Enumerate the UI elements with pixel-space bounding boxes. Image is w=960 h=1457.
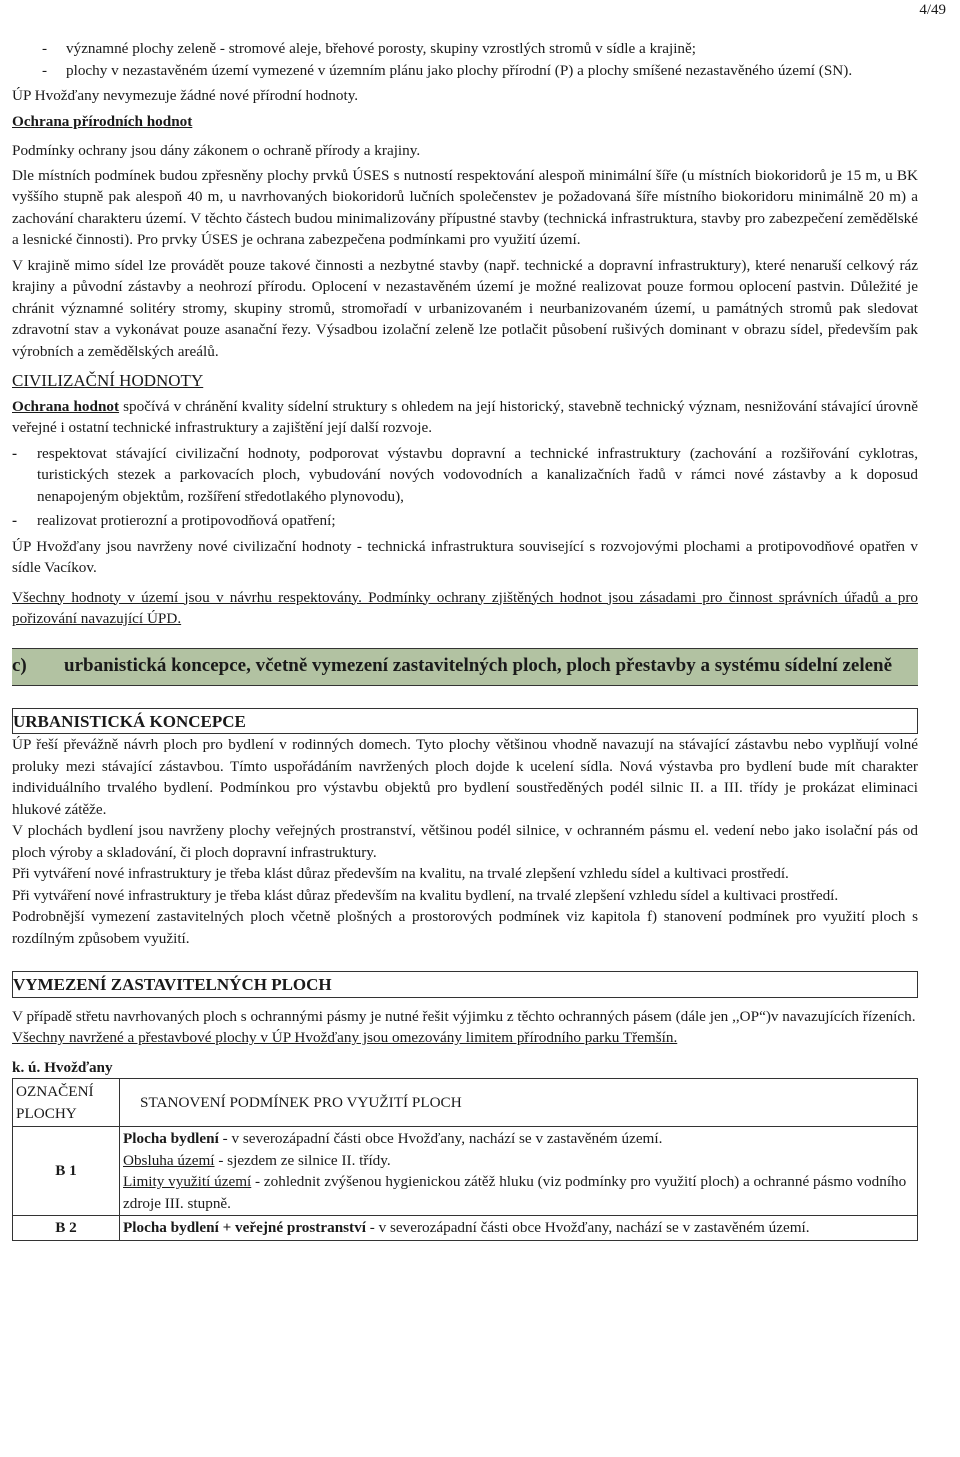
header-cell-conditions: STANOVENÍ PODMÍNEK PRO VYUŽITÍ PLOCH (120, 1079, 918, 1127)
paragraph: Dle místních podmínek budou zpřesněny plochy prvků ÚSES s nutností respektování alespoň minimální šíře (u místních biokoridorů je 15 m, u BK vyššího stupně pak alespoň 40 m, u navrhovaných biokoridorů lučních společenstev je požadovaná šíře místního biokoridoru minimálně 20 m) a zachování charakteru území. V těchto částech budou minimalizovány přípustné stavby (technická infrastruktura, stavby pro zabezpečení zemědělské a lesnické činnosti). Pro prvky ÚSES je ochrana zabezpečena podmínkami pro využití území. (12, 166, 918, 248)
heading-buildable-areas: VYMEZENÍ ZASTAVITELNÝCH PLOCH (12, 971, 918, 998)
page-number: 4/49 (919, 2, 946, 18)
row-code: B 1 (13, 1127, 120, 1216)
section-letter: c) (12, 654, 27, 676)
paragraph: Při vytváření nové infrastruktury je třeba klást důraz především na kvalitu bydlení, na trvalé zlepšení vzhledu sídel a kultivaci prostředí. (12, 886, 839, 904)
paragraph: Při vytváření nové infrastruktury je třeba klást důraz především na kvalitu, na trvalé zlepšení vzhledu sídel a kultivaci prostředí. (12, 865, 789, 882)
section-heading-c (12, 648, 918, 686)
paragraph: V plochách bydlení jsou navrženy plochy veřejných prostranství, většinou podél silnice, v ochranném pásmu el. vedení nebo jako isolační pás od ploch výroby a skladování, či ploch dopravní infrastruktury. (12, 822, 918, 861)
paragraph: ÚP Hvožďany jsou navrženy nové civilizační hodnoty - technická infrastruktura související s rozvojovými plochami a protipovodňové opatřen v sídle Vacíkov. (12, 537, 918, 576)
paragraph: V krajině mimo sídel lze provádět pouze takové činnosti a nezbytné stavby (např. technické a dopravní infrastruktury), které nenaruší celkový ráz krajiny a původní zástavby a neohrozí přírodu. Oplocení v nezastavěném území je možné realizovat pouze formou oplocení pastvin. Důležité je chránit významné solitéry stromy, skupiny stromů, stromořadí v urbanizovaném i neurbanizovaném území, u památných stromů pak sledovat zdravotní stav a vykonávat pouze asanační řezy. Výsadbou izolační zeleně lze potlačit působení rušivých dominant v obrazu sídel, především pak výrobních a zemědělských areálů. (12, 256, 918, 360)
table-row (13, 1216, 918, 1241)
row-conditions: Plocha bydlení - v severozápadní části obce Hvožďany, nachází se v zastavěném území. Obsluha území - sjezdem ze silnice II. třídy. Limity využití území - zohlednit zvýšenou hygienickou zátěž hluku (viz podmínky pro využití ploch) a ochranné pásmo vodního zdroje III. stupně. (120, 1127, 918, 1216)
paragraph: Všechny hodnoty v území jsou v návrhu respektovány. Podmínky ochrany zjištěných hodnot jsou zásadami pro činnost správních úřadů a pro pořizování navazující ÚPD. (12, 588, 918, 627)
paragraph: V případě střetu navrhovaných ploch s ochrannými pásmy je nutné řešit výjimku z těchto ochranných pásem (dále jen ,,OP“)v navazujících řízeních. (12, 1007, 916, 1025)
table-row (13, 1127, 918, 1216)
civilization-list (12, 443, 918, 532)
list-item: - realizovat protierozní a protipovodňová opatření; (12, 512, 336, 529)
conditions-table (12, 1078, 918, 1241)
row-code: B 2 (13, 1216, 120, 1241)
cadastral-title: k. ú. Hvožďany (12, 1058, 113, 1076)
paragraph: Všechny navržené a přestavbové plochy v ÚP Hvožďany jsou omezovány limitem přírodního parku Třemšín. (12, 1029, 678, 1046)
row-conditions: Plocha bydlení + veřejné prostranství - v severozápadní části obce Hvožďany, nachází se v zastavěném území. (120, 1216, 918, 1241)
table-header-row (13, 1079, 918, 1127)
heading-civilization-values: CIVILIZAČNÍ HODNOTY (12, 371, 204, 390)
list-item: - plochy v nezastavěném území vymezené v územním plánu jako plochy přírodní (P) a plochy smíšené nezastavěného území (SN). (42, 61, 853, 79)
document-page (12, 0, 918, 1241)
intro-list (12, 38, 918, 81)
section-title: urbanistická koncepce, včetně vymezení zastavitelných ploch, ploch přestavby a systému sídelní zeleně (64, 654, 893, 676)
paragraph: Podrobnější vymezení zastavitelných ploch včetně plošných a prostorových podmínek viz kapitola f) stanovení podmínek pro využití ploch s rozdílným způsobem využití. (12, 908, 918, 947)
heading-nature-protection: Ochrana přírodních hodnot (12, 112, 193, 130)
list-item: - respektovat stávající civilizační hodnoty, podporovat výstavbu dopravní a technické infrastruktury (zachování a rozšiřování cyklotras, turistických stezek a parkovacích ploch, vybudování nových vodovodních a kanalizačních řadů v rámci nové zástavby a k doposud nenapojeným objektům, rozšíření středotlakého plynovodu), (12, 444, 918, 505)
header-cell-code: OZNAČENÍ PLOCHY (13, 1079, 120, 1127)
paragraph: Ochrana hodnot spočívá v chránění kvality sídelní struktury s ohledem na její historický, stavebně technický význam, nesnižování stávající úrovně veřejné i ostatní technické infrastruktury a zajištění její další rozvoje. (12, 397, 918, 436)
list-item: - významné plochy zeleně - stromové aleje, břehové porosty, skupiny vzrostlých stromů v sídle a krajině; (42, 40, 696, 57)
paragraph: ÚP Hvožďany nevymezuje žádné nové přírodní hodnoty. (12, 87, 359, 104)
paragraph: Podmínky ochrany jsou dány zákonem o ochraně přírody a krajiny. (12, 142, 421, 159)
paragraph: ÚP řeší převážně návrh ploch pro bydlení v rodinných domech. Tyto plochy většinou vhodně navazují na stávající zástavbu nebo vyplňují volné proluky mezi stávající zástavbou. Tímto uspořádáním navržených ploch dojde k ucelení sídla. Nová výstavba pro bydlení bude mít charakter individuálního trvalého bydlení. Podmínkou pro výstavbu objektů pro bydlení soustředěných podél silnic II. a III. třídy je prokázat eliminaci hlukové zátěže. (12, 736, 918, 818)
heading-urban-concept: URBANISTICKÁ KONCEPCE (12, 708, 918, 735)
